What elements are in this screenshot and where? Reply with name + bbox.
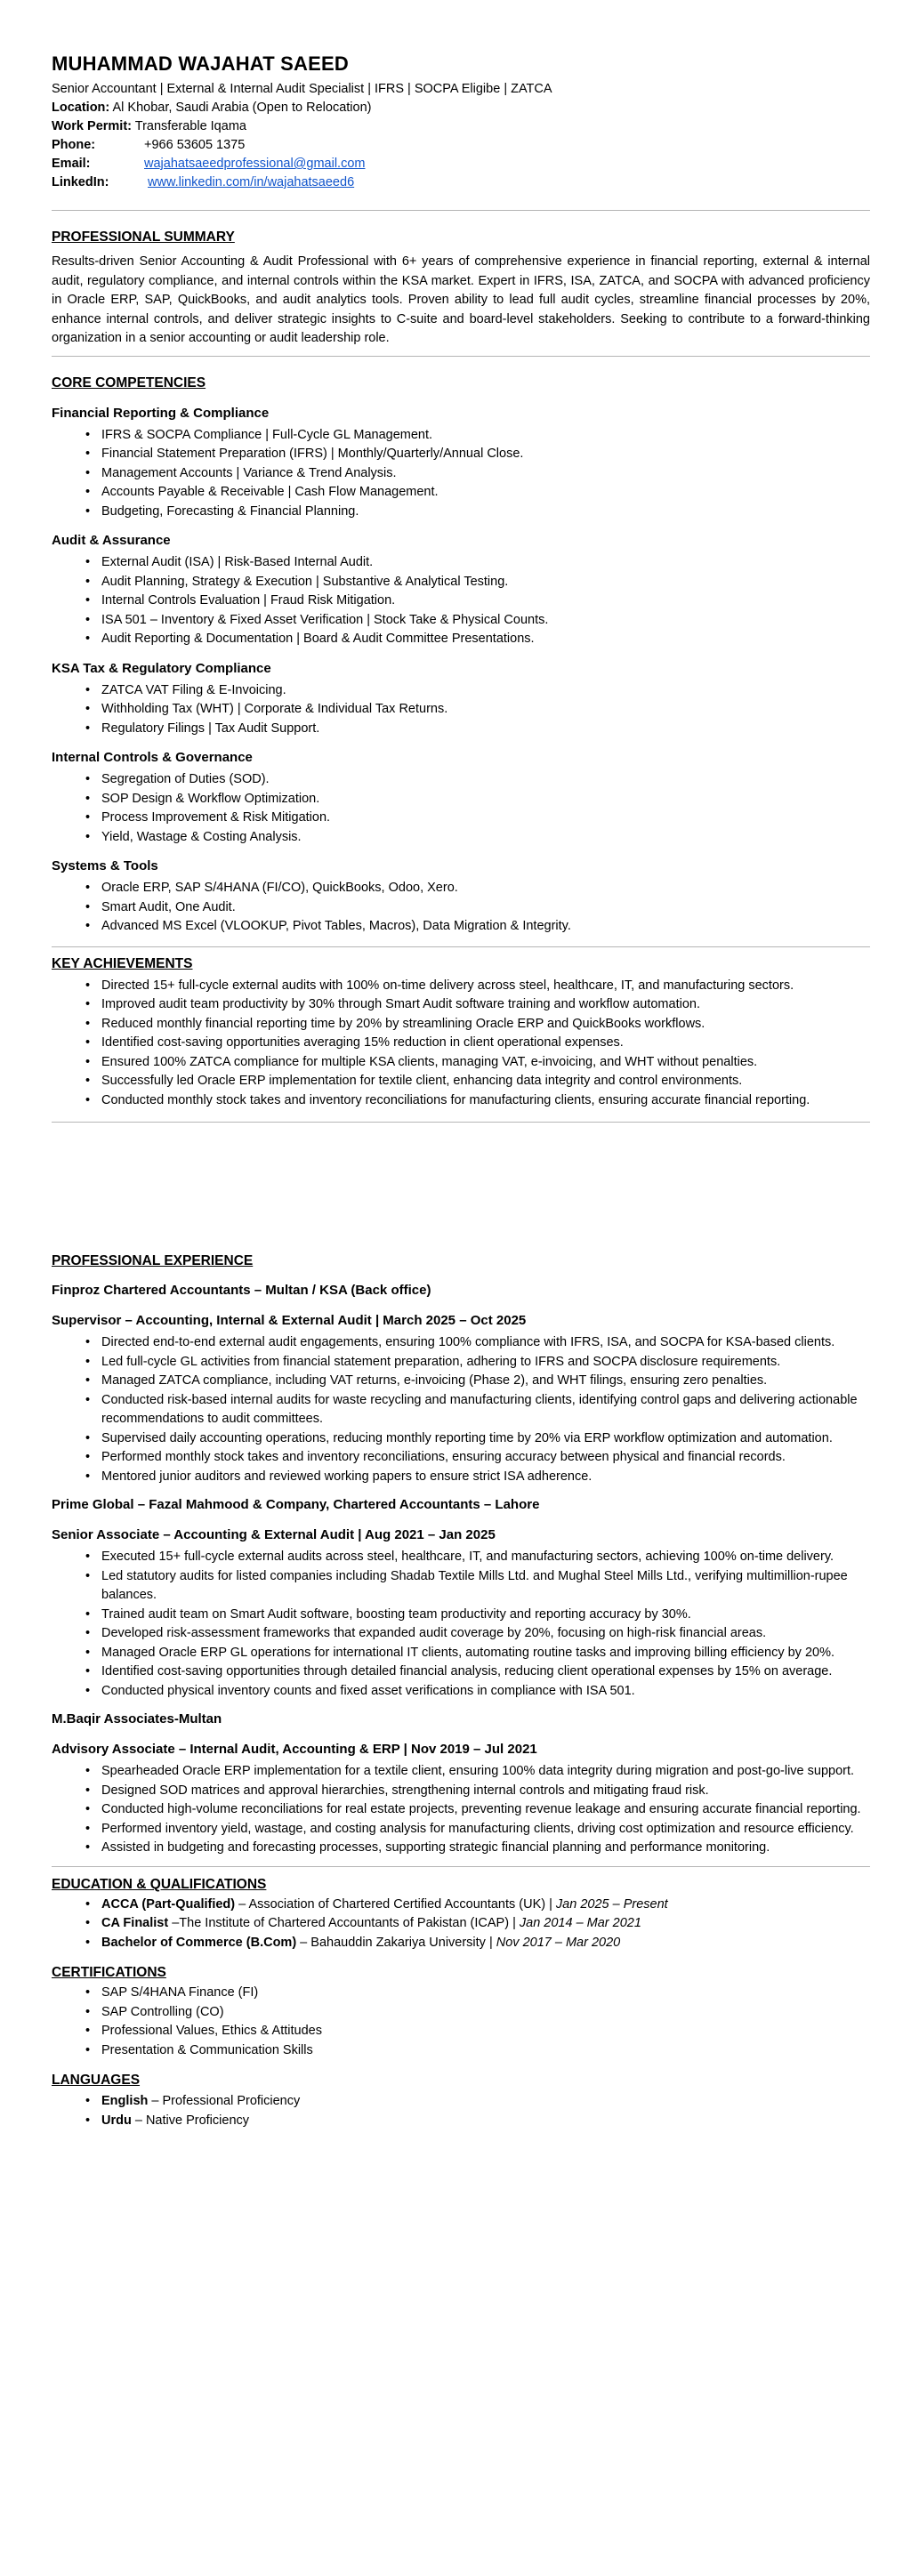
email-link[interactable]: wajahatsaeedprofessional@gmail.com	[144, 157, 366, 171]
job-duty-item: • Trained audit team on Smart Audit software, boosting team productivity and reporting accuracy by 30%.	[52, 1606, 870, 1625]
competencies-heading: CORE COMPETENCIES	[52, 374, 206, 390]
job-role: Advisory Associate – Internal Audit, Accounting & ERP | Nov 2019 – Jul 2021	[52, 1742, 537, 1757]
competency-list	[52, 426, 870, 522]
language-name: Urdu	[101, 2113, 132, 2128]
language-item	[52, 2092, 870, 2112]
job-duties-list	[52, 1762, 870, 1858]
language-item	[52, 2112, 870, 2131]
job-duty-item: • Led full-cycle GL activities from financial statement preparation, adhering to IFRS and SOCPA disclosure requirements.	[52, 1353, 870, 1373]
competency-item: • Segregation of Duties (SOD).	[52, 770, 870, 790]
competency-group-title: Audit & Assurance	[52, 533, 171, 548]
degree-separator: –	[296, 1935, 311, 1950]
education-item	[52, 1914, 870, 1934]
location-label: Location:	[52, 101, 110, 115]
resume-page	[52, 52, 870, 2130]
competency-item: • Accounts Payable & Receivable | Cash Flow Management.	[52, 483, 870, 503]
job-duty-item: • Designed SOD matrices and approval hierarchies, strengthening internal controls and mitigating fraud risk.	[52, 1782, 870, 1801]
education-item	[52, 1934, 870, 1953]
summary-heading: PROFESSIONAL SUMMARY	[52, 229, 235, 245]
competency-group-title: Internal Controls & Governance	[52, 750, 253, 765]
job-duty-item: • Identified cost-saving opportunities through detailed financial analysis, reducing client operational expenses by 15% on average.	[52, 1662, 870, 1682]
job-duty-item: • Conducted risk-based internal audits for waste recycling and manufacturing clients, identifying control gaps and delivering actionable recommendations to audit committees.	[52, 1391, 870, 1429]
job-duty-item: • Conducted high-volume reconciliations for real estate projects, preventing revenue leakage and ensuring accurate financial reporting.	[52, 1800, 870, 1820]
phone-line	[52, 136, 870, 155]
email-line	[52, 155, 870, 173]
education-heading: EDUCATION & QUALIFICATIONS	[52, 1876, 267, 1892]
job-duty-item: • Spearheaded Oracle ERP implementation for a textile client, ensuring 100% data integrity during migration and post-go-live support.	[52, 1762, 870, 1782]
language-name: English	[101, 2094, 149, 2108]
languages-list	[52, 2092, 870, 2130]
institution: Bahauddin Zakariya University |	[310, 1935, 496, 1950]
email-label: Email:	[52, 157, 91, 171]
degree-separator: –	[235, 1896, 249, 1912]
permit-line	[52, 117, 870, 136]
job-duty-item: • Conducted physical inventory counts and fixed asset verifications in compliance with ISA 501.	[52, 1682, 870, 1702]
divider	[52, 1122, 870, 1123]
competency-list	[52, 681, 870, 739]
competency-item: • Regulatory Filings | Tax Audit Support.	[52, 720, 870, 739]
certifications-list	[52, 1984, 870, 2060]
headline: Senior Accountant | External & Internal Audit Specialist | IFRS | SOCPA Eligibe | ZATCA	[52, 82, 552, 96]
institution: The Institute of Chartered Accountants of Pakistan (ICAP) |	[179, 1916, 520, 1930]
competency-list	[52, 770, 870, 847]
permit-label: Work Permit:	[52, 119, 132, 133]
job-duty-item: • Led statutory audits for listed companies including Shadab Textile Mills Ltd. and Mughal Steel Mills Ltd., verifying multimillion-rupee balances.	[52, 1567, 870, 1606]
job-duties-list	[52, 1333, 870, 1486]
competency-item: • Oracle ERP, SAP S/4HANA (FI/CO), QuickBooks, Odoo, Xero.	[52, 879, 870, 898]
education-dates: Jan 2014 – Mar 2021	[519, 1916, 641, 1930]
competency-item: • External Audit (ISA) | Risk-Based Internal Audit.	[52, 553, 870, 573]
competency-item: • Audit Planning, Strategy & Execution | Substantive & Analytical Testing.	[52, 573, 870, 592]
certifications-heading: CERTIFICATIONS	[52, 1965, 166, 1980]
job-duty-item: • Performed inventory yield, wastage, and costing analysis for manufacturing clients, driving cost optimization and resource efficiency.	[52, 1820, 870, 1839]
competency-item: • ZATCA VAT Filing & E-Invoicing.	[52, 681, 870, 701]
job-role: Senior Associate – Accounting & External Audit | Aug 2021 – Jan 2025	[52, 1527, 496, 1542]
permit-value: Transferable Iqama	[134, 119, 246, 133]
experience-jobs	[52, 1281, 870, 1858]
competency-item: • Smart Audit, One Audit.	[52, 898, 870, 918]
achievement-item: • Conducted monthly stock takes and inventory reconciliations for manufacturing clients, ensuring accurate financial reporting.	[52, 1091, 870, 1111]
job-duty-item: • Performed monthly stock takes and inventory reconciliations, ensuring accuracy between physical and financial records.	[52, 1448, 870, 1468]
competency-item: • Yield, Wastage & Costing Analysis.	[52, 828, 870, 848]
divider	[52, 356, 870, 357]
competency-group-title: Systems & Tools	[52, 858, 158, 873]
job-duty-item: • Mentored junior auditors and reviewed working papers to ensure strict ISA adherence.	[52, 1468, 870, 1487]
location-line	[52, 99, 870, 117]
experience-heading: PROFESSIONAL EXPERIENCE	[52, 1253, 254, 1268]
candidate-name: MUHAMMAD WAJAHAT SAEED	[52, 52, 349, 75]
phone-value: +966 53605 1375	[144, 138, 246, 152]
job-duty-item: • Directed end-to-end external audit engagements, ensuring 100% compliance with IFRS, ISA, and SOCPA for KSA-based clients.	[52, 1333, 870, 1353]
competency-group-title: KSA Tax & Regulatory Compliance	[52, 660, 271, 676]
degree-name: CA Finalist	[101, 1916, 169, 1930]
achievement-item: • Ensured 100% ZATCA compliance for multiple KSA clients, managing VAT, e-invoicing, and WHT without penalties.	[52, 1053, 870, 1073]
competency-item: • IFRS & SOCPA Compliance | Full-Cycle GL Management.	[52, 426, 870, 446]
achievement-item: • Improved audit team productivity by 30% through Smart Audit software training and workflow automation.	[52, 995, 870, 1015]
competency-item: • Internal Controls Evaluation | Fraud Risk Mitigation.	[52, 592, 870, 611]
certification-item: • Presentation & Communication Skills	[52, 2041, 870, 2061]
job-role: Supervisor – Accounting, Internal & External Audit | March 2025 – Oct 2025	[52, 1313, 527, 1328]
job-duty-item: • Executed 15+ full-cycle external audits across steel, healthcare, IT, and manufacturing sectors, achieving 100% on-time delivery.	[52, 1548, 870, 1567]
divider	[52, 210, 870, 211]
linkedin-label: LinkedIn:	[52, 175, 109, 189]
company-name: Finproz Chartered Accountants – Multan / KSA (Back office)	[52, 1283, 431, 1298]
job-duties-list	[52, 1548, 870, 1701]
competency-item: • Management Accounts | Variance & Trend Analysis.	[52, 464, 870, 484]
divider	[52, 1866, 870, 1867]
achievements-list	[52, 977, 870, 1111]
job-duty-item: • Managed Oracle ERP GL operations for international IT clients, automating routine tasks and improving billing efficiency by 20%.	[52, 1644, 870, 1663]
competency-item: • ISA 501 – Inventory & Fixed Asset Verification | Stock Take & Physical Counts.	[52, 611, 870, 631]
achievement-item: • Identified cost-saving opportunities averaging 15% reduction in client operational expenses.	[52, 1034, 870, 1053]
certification-item: • SAP S/4HANA Finance (FI)	[52, 1984, 870, 2003]
education-list	[52, 1896, 870, 1953]
languages-heading: LANGUAGES	[52, 2073, 141, 2088]
phone-label: Phone:	[52, 138, 96, 152]
competency-list	[52, 553, 870, 649]
competency-item: • Audit Reporting & Documentation | Board & Audit Committee Presentations.	[52, 630, 870, 649]
company-name: Prime Global – Fazal Mahmood & Company, Chartered Accountants – Lahore	[52, 1497, 540, 1512]
competency-item: • Process Improvement & Risk Mitigation.	[52, 809, 870, 828]
competency-list	[52, 879, 870, 937]
language-level: – Native Proficiency	[131, 2113, 250, 2128]
company-name: M.Baqir Associates-Multan	[52, 1711, 222, 1727]
linkedin-link[interactable]: www.linkedin.com/in/wajahatsaeed6	[148, 175, 355, 189]
competency-item: • Advanced MS Excel (VLOOKUP, Pivot Tables, Macros), Data Migration & Integrity.	[52, 917, 870, 937]
achievements-heading: KEY ACHIEVEMENTS	[52, 955, 193, 971]
competency-group-title: Financial Reporting & Compliance	[52, 405, 270, 421]
education-dates: Jan 2025 – Present	[555, 1896, 668, 1912]
degree-name: ACCA (Part-Qualified)	[101, 1896, 236, 1912]
job-duty-item: • Supervised daily accounting operations, reducing monthly reporting time by 20% via ERP workflow optimization and automation.	[52, 1429, 870, 1449]
language-level: – Professional Proficiency	[148, 2094, 301, 2108]
certification-item: • SAP Controlling (CO)	[52, 2003, 870, 2023]
divider	[52, 946, 870, 947]
competency-item: • Budgeting, Forecasting & Financial Planning.	[52, 503, 870, 522]
location-value: Al Khobar, Saudi Arabia (Open to Relocation)	[112, 101, 372, 115]
summary-text: Results-driven Senior Accounting & Audit Professional with 6+ years of comprehensive experience in financial reporting, external & internal audit, regulatory compliance, and internal controls within the KSA market. Expert in IFRS, ISA, ZATCA, and SOCPA with advanced proficiency in Oracle ERP, SAP, QuickBooks, and audit analytics tools. Proven ability to lead full audit cycles, streamline financial processes by 20%, enhance internal controls, and deliver strategic insights to C-suite and board-level stakeholders. Seeking to contribute to a forward-thinking organization in a senior accounting or audit leadership role.	[52, 254, 870, 345]
linkedin-line	[52, 173, 870, 192]
job-duty-item: • Developed risk-assessment frameworks that expanded audit coverage by 20%, focusing on high-risk financial areas.	[52, 1624, 870, 1644]
education-dates: Nov 2017 – Mar 2020	[496, 1935, 621, 1950]
competency-item: • Withholding Tax (WHT) | Corporate & Individual Tax Returns.	[52, 700, 870, 720]
education-item	[52, 1896, 870, 1915]
certification-item: • Professional Values, Ethics & Attitudes	[52, 2022, 870, 2041]
job-duty-item: • Assisted in budgeting and forecasting processes, supporting strategic financial planning and performance monitoring.	[52, 1839, 870, 1858]
achievement-item: • Reduced monthly financial reporting time by 20% by streamlining Oracle ERP and QuickBooks workflows.	[52, 1015, 870, 1034]
competency-groups	[52, 404, 870, 937]
degree-name: Bachelor of Commerce (B.Com)	[101, 1935, 297, 1950]
degree-separator: –	[168, 1916, 180, 1930]
achievement-item: • Directed 15+ full-cycle external audits with 100% on-time delivery across steel, healthcare, IT, and manufacturing sectors.	[52, 977, 870, 996]
competency-item: • Financial Statement Preparation (IFRS) | Monthly/Quarterly/Annual Close.	[52, 445, 870, 464]
competency-item: • SOP Design & Workflow Optimization.	[52, 790, 870, 809]
institution: Association of Chartered Certified Accountants (UK) |	[248, 1896, 556, 1912]
achievement-item: • Successfully led Oracle ERP implementation for textile client, enhancing data integrity and control environments.	[52, 1072, 870, 1091]
job-duty-item: • Managed ZATCA compliance, including VAT returns, e-invoicing (Phase 2), and WHT filings, ensuring zero penalties.	[52, 1372, 870, 1391]
